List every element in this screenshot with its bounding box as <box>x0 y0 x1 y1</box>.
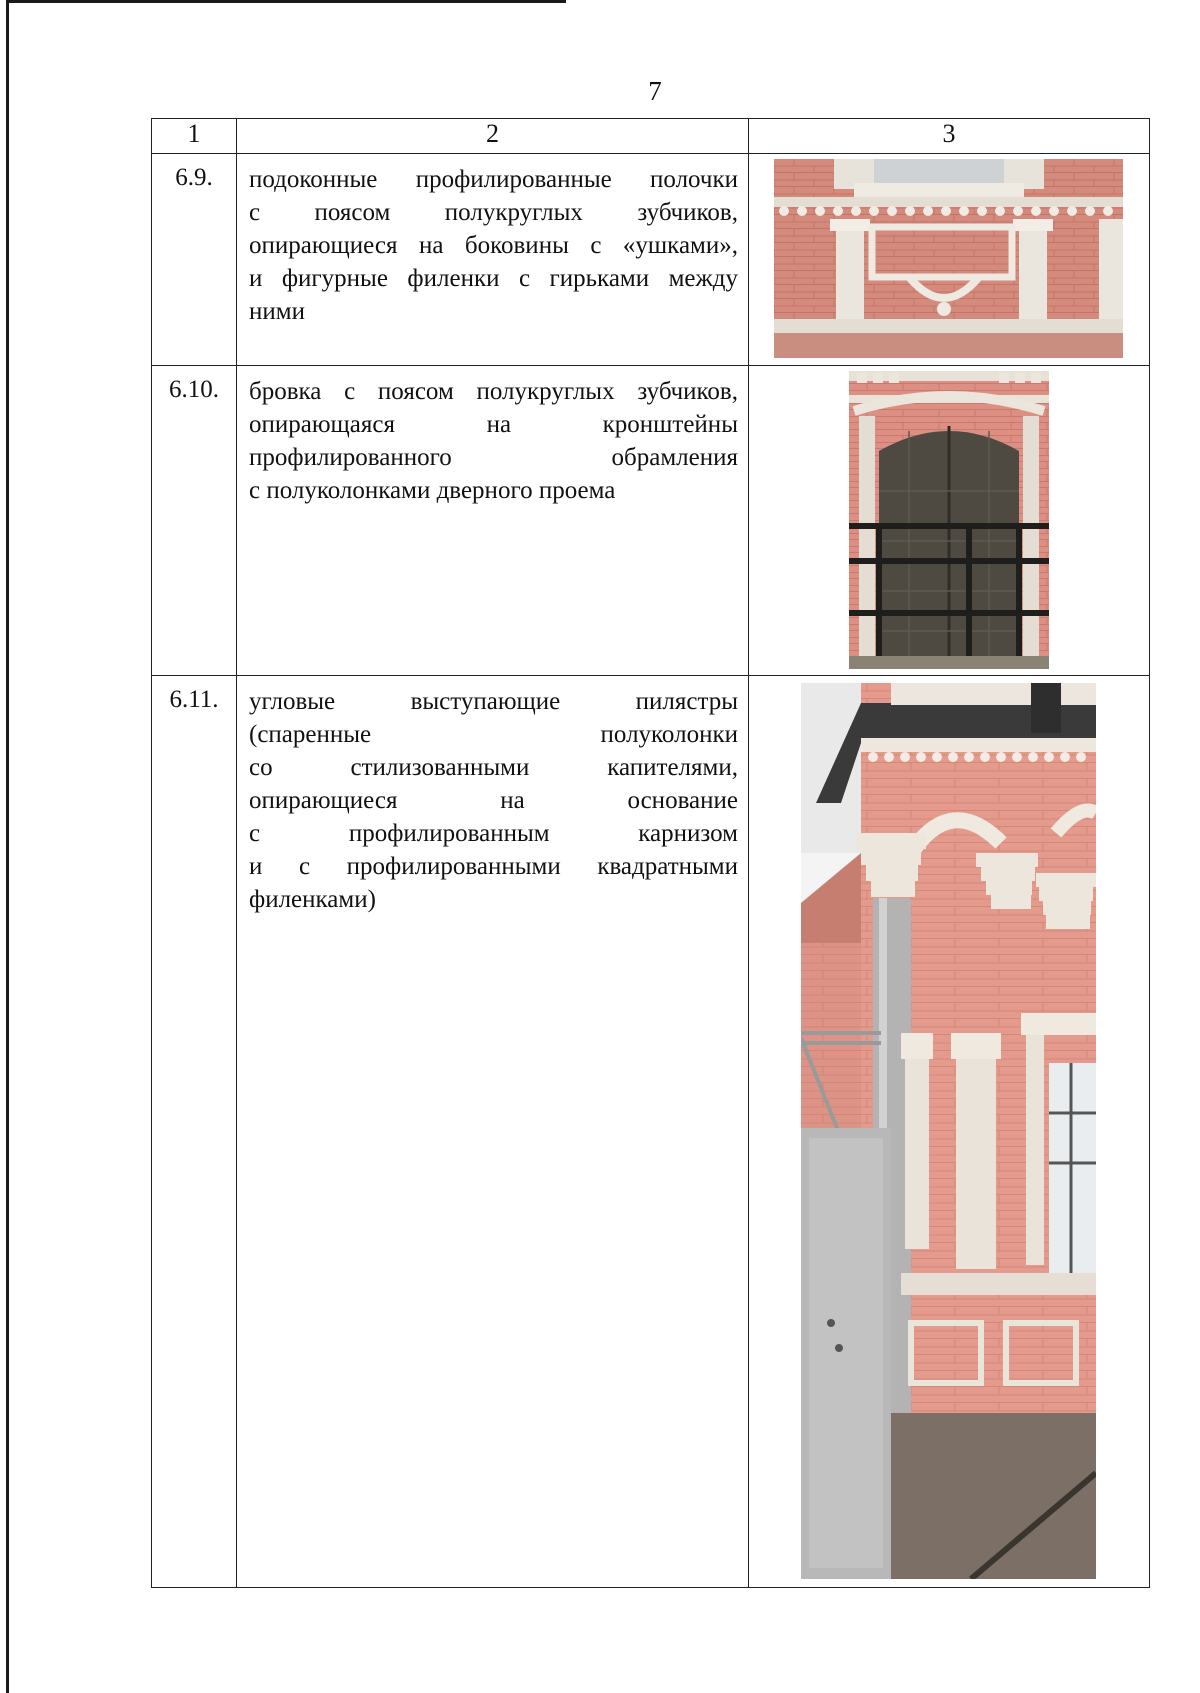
scan-edge-top <box>6 0 566 3</box>
description-line: опирающаяся на кронштейны <box>249 411 738 438</box>
page-number: 7 <box>648 76 662 106</box>
table-row <box>152 676 1150 1588</box>
description-line: подоконные профилированные полочки <box>249 166 738 193</box>
description-line: бровка с поясом полукруглых зубчиков, <box>249 378 738 405</box>
table-row <box>152 366 1150 676</box>
description-line: с полуколонками дверного проема <box>249 477 616 504</box>
column-header-3: 3 <box>749 119 1150 154</box>
column-header-2: 2 <box>237 119 749 154</box>
doorway-photo <box>849 371 1049 669</box>
scan-edge-left <box>6 0 9 1693</box>
description-line: филенками) <box>249 886 376 913</box>
row-photo-cell <box>749 154 1150 366</box>
row-description <box>237 366 749 676</box>
description-line: угловые выступающие пилястры <box>249 688 738 715</box>
column-header-1: 1 <box>152 119 237 154</box>
row-photo-cell <box>749 676 1150 1588</box>
row-number: 6.10. <box>152 366 237 676</box>
description-line: с поясом полукруглых зубчиков, <box>249 199 738 226</box>
row-description <box>237 676 749 1588</box>
corner-pilaster-photo <box>801 683 1096 1579</box>
description-line: со стилизованными капителями, <box>249 754 738 781</box>
table-row <box>152 154 1150 366</box>
description-line: и фигурные филенки с гирьками между <box>249 265 738 292</box>
description-line: с профилированным карнизом <box>249 820 738 847</box>
description-line: ними <box>249 298 305 325</box>
description-line: опирающиеся на боковины с «ушками», <box>249 232 738 259</box>
description-line: (спаренные полуколонки <box>249 721 738 748</box>
row-number: 6.11. <box>152 676 237 1588</box>
row-description <box>237 154 749 366</box>
table-header-row <box>152 119 1150 154</box>
description-line: и с профилированными квадратными <box>249 853 738 880</box>
description-line: опирающиеся на основание <box>249 787 738 814</box>
row-number: 6.9. <box>152 154 237 366</box>
architecture-elements-table <box>151 118 1150 1588</box>
description-line: профилированного обрамления <box>249 444 738 471</box>
row-photo-cell <box>749 366 1150 676</box>
window-sill-photo <box>774 159 1123 358</box>
